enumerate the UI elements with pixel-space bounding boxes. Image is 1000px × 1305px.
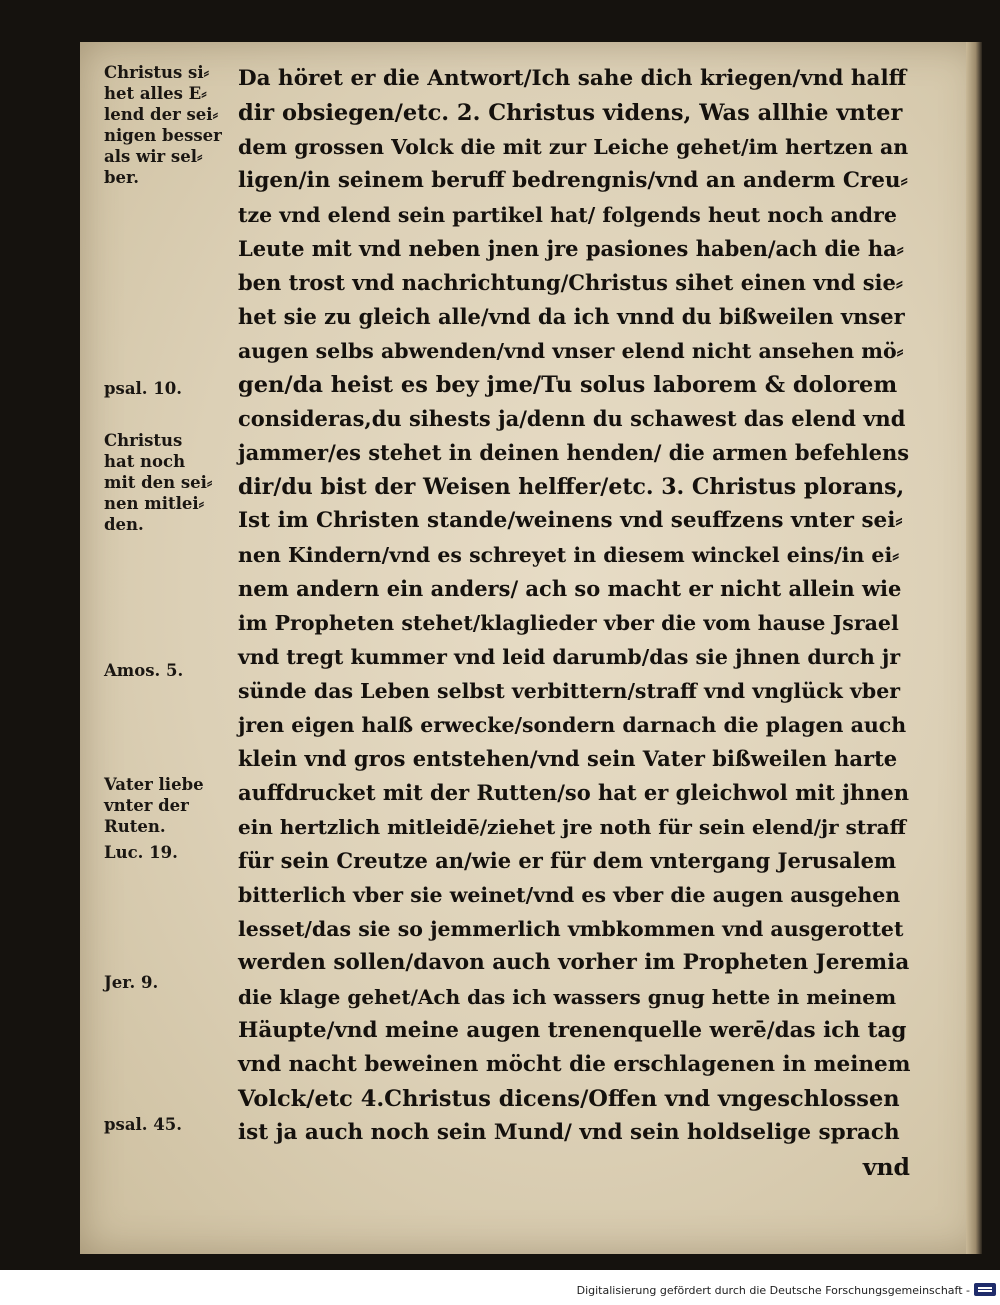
text-line: für sein Creutze an/wie er für dem vntergang Jerusalem [238,848,897,873]
text-line: Häupte/vnd meine augen trenenquelle werē/das ich tag [238,1018,907,1043]
text-line: ben trost vnd nachrichtung/Christus sihet einen vnd sie⸗ [238,270,903,295]
text-line: tze vnd elend sein partikel hat/ folgends heut noch andre [238,203,897,227]
margin-note: Christus hat noch mit den sei⸗ nen mitlei⸗ den. [104,431,213,534]
text-line: gen/da heist es bey jme/Tu solus laborem & dolorem [238,372,898,398]
text-line: klein vnd gros entstehen/vnd sein Vater bißweilen harte [238,746,898,771]
footer-bar [0,1270,1000,1305]
text-line: vnd nacht beweinen möcht die erschlagenen in meinem [238,1052,911,1077]
text-line: het sie zu gleich alle/vnd da ich vnnd du bißweilen vnser [238,304,905,329]
text-line: werden sollen/davon auch vorher im Propheten Jeremia [238,950,910,975]
text-line: nen Kindern/vnd es schreyet in diesem winckel eins/in ei⸗ [238,543,900,567]
text-line: dir/du bist der Weisen helffer/etc. 3. Christus plorans, [238,474,905,500]
text-line: jren eigen halß erwecke/sondern darnach die plagen auch [238,713,907,737]
body-text [238,64,910,1204]
text-line: Volck/etc 4.Christus dicens/Offen vnd vngeschlossen [238,1086,900,1112]
page-edge [966,42,982,1254]
text-line: Ist im Christen stande/weinens vnd seuffzens vnter sei⸗ [238,508,903,533]
text-line: im Propheten stehet/klaglieder vber die vom hause Jsrael [238,611,899,635]
text-line: ein hertzlich mitleidē/ziehet jre noth für sein elend/jr straff [238,815,907,839]
margin-note: Christus si⸗ het alles E⸗ lend der sei⸗ nigen besser als wir sel⸗ ber. [104,63,222,187]
margin-note: Vater liebe vnter der Ruten. [104,775,204,836]
text-line: ligen/in seinem beruff bedrengnis/vnd an anderm Creu⸗ [238,168,908,193]
catchword: vnd [862,1153,910,1181]
text-line: sünde das Leben selbst verbittern/straff vnd vnglück vber [238,679,901,703]
margin-notes [104,62,239,1242]
text-line: consideras,du sihests ja/denn du schawest das elend vnd [238,406,906,431]
margin-note: psal. 45. [104,1115,182,1134]
text-line: ist ja auch noch sein Mund/ vnd sein holdselige sprach [238,1120,900,1145]
text-line: vnd tregt kummer vnd leid darumb/das sie jhnen durch jr [238,645,901,669]
text-line: dir obsiegen/etc. 2. Christus videns, Was allhie vnter [238,100,903,126]
margin-note: Luc. 19. [104,843,178,862]
text-line: nem andern ein anders/ ach so macht er nicht allein wie [238,576,902,601]
text-line: lesset/das sie so jemmerlich vmbkommen vnd ausgerottet [238,917,904,941]
text-line: bitterlich vber sie weinet/vnd es vber die augen ausgehen [238,883,901,907]
dfg-logo-icon [974,1283,996,1296]
text-line: jammer/es stehet in deinen henden/ die armen befehlens [238,440,910,465]
margin-note: psal. 10. [104,379,182,398]
text-line: die klage gehet/Ach das ich wassers gnug hette in meinem [238,985,897,1009]
text-line: Leute mit vnd neben jnen jre pasiones haben/ach die ha⸗ [238,236,904,261]
text-line: auffdrucket mit der Rutten/so hat er gleichwol mit jhnen [238,780,910,805]
text-line: augen selbs abwenden/vnd vnser elend nicht ansehen mö⸗ [238,339,904,363]
text-line: dem grossen Volck die mit zur Leiche gehet/im hertzen an [238,135,909,159]
footer-credit: Digitalisierung gefördert durch die Deutsche Forschungsgemeinschaft - [576,1284,970,1297]
text-line: Da höret er die Antwort/Ich sahe dich kriegen/vnd halff [238,66,907,91]
margin-note: Jer. 9. [104,973,159,992]
margin-note: Amos. 5. [104,661,184,680]
